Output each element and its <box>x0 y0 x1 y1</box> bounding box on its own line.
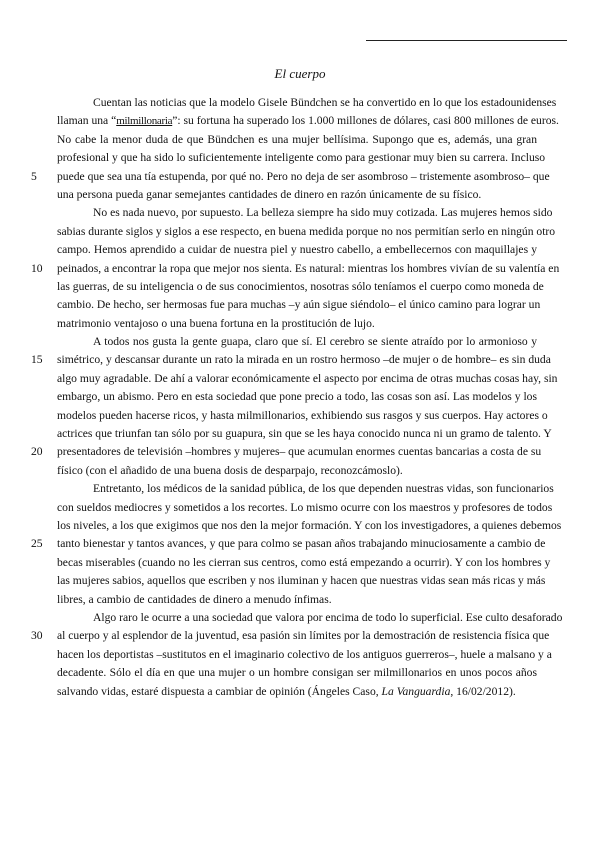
text-line <box>31 351 551 369</box>
text-line <box>57 517 562 535</box>
line-text: modelos pueden hacerse ricos, y hasta milmillonarios, exhibiendo sus rasgos y sus cuerpos. Hay actores o <box>57 408 548 422</box>
text-line <box>57 149 546 167</box>
text-line <box>57 683 537 701</box>
line-text: Entretanto, los médicos de la sanidad pública, de los que dependen nuestras vidas, son funcionarios <box>93 482 554 496</box>
line-number: 5 <box>31 169 37 183</box>
line-number: 30 <box>31 629 43 643</box>
text-segment: ”: su fortuna ha superado los 1.000 millones de dólares, casi 800 millones de euros. <box>172 114 559 128</box>
header-rule <box>366 40 567 41</box>
text-line <box>57 572 546 590</box>
text-segment: llaman una “ <box>57 114 117 128</box>
line-text: las mujeres sabios, aquellos que escriben y nos iluminan y hacen que nuestras vidas sean más ricas y más <box>57 574 546 588</box>
line-text: No cabe la menor duda de que Bündchen es una mujer bellísima. Supongo que es, además, una gran <box>57 132 537 146</box>
highlighted-term: milmillonaria <box>116 115 173 128</box>
line-text: peinados, a encontrar la ropa que mejor nos sienta. Es natural: mientras los hombres vivían de su valentía en <box>57 261 560 275</box>
source-name: La Vanguardia <box>381 684 451 698</box>
text-segment: salvando vidas, estaré dispuesta a cambiar de opinión (Ángeles Caso, <box>57 684 382 698</box>
line-text: profesional y que ha sido lo suficientemente inteligente como para gestionar muy bien su carrera. Incluso <box>57 151 546 165</box>
line-text: campo. Hemos aprendido a cuidar de nuestra piel y nuestro cabello, a embellecernos con maquillajes y <box>57 243 537 257</box>
line-text: presentadores de televisión –hombres y mujeres– que acumulan enormes cuentas bancarias a costa de su <box>57 445 542 459</box>
text-line <box>57 407 548 425</box>
text-line <box>57 425 552 443</box>
text-line <box>57 646 552 664</box>
line-text: sabias durante siglos y siglos a ese respecto, en buena medida porque no nos permitían serlo en ningún otro <box>57 224 556 238</box>
line-text: tanto bienestar y tantos avances, y que para colmo se pasan años trabajando minuciosamente a cambio de <box>57 537 546 551</box>
line-text: A todos nos gusta la gente guapa, claro que sí. El cerebro se siente atraído por lo armonioso y <box>93 335 537 349</box>
text-line <box>31 168 550 186</box>
line-number: 10 <box>31 261 43 275</box>
text-line <box>57 204 553 222</box>
line-text: con sueldos mediocres y sometidos a los recortes. Lo mismo ocurre con los maestros y profesores de todos <box>57 500 553 514</box>
line-text: puede que sea una tía estupenda, por qué no. Pero no deja de ser asombroso – tristemente asombroso– que <box>57 169 550 183</box>
text-line <box>57 462 537 480</box>
text-segment: , 16/02/2012). <box>450 684 516 698</box>
text-line <box>57 94 557 112</box>
text-line <box>31 535 546 553</box>
text-line <box>57 499 553 517</box>
text-line <box>57 223 556 241</box>
text-line <box>57 609 563 627</box>
article-body <box>31 94 563 701</box>
text-line <box>57 186 537 204</box>
text-line <box>31 627 550 645</box>
line-text: cambio. De hecho, ser hermosas fue para muchas –y aún sigue siéndolo– el único camino para lograr un <box>57 298 541 312</box>
text-line <box>57 370 558 388</box>
line-text: libres, a cambio de cantidades de dinero a menudo ínfimas. <box>57 592 332 606</box>
line-text: las guerras, de su inteligencia o de sus conocimientos, nosotras sólo teníamos el cuerpo como moneda de <box>57 279 544 293</box>
text-line <box>57 333 537 351</box>
text-line <box>57 315 537 333</box>
line-text: actrices que triunfan tan sólo por su guapura, sin que se les haya conocido nunca ni un gramo de talento. Y <box>57 427 552 441</box>
text-line <box>57 241 537 259</box>
text-line <box>57 296 541 314</box>
line-text: los niveles, a los que exigimos que nos den la mejor formación. Y con los investigadores, a quienes debemos <box>57 518 562 532</box>
text-line <box>57 131 537 149</box>
line-text: matrimonio ventajoso o una buena fortuna en la prostitución de lujo. <box>57 316 375 330</box>
line-text: algo muy agradable. De ahí a valorar económicamente el aspecto por encima de otras muchas cosas hay, sin <box>57 371 558 385</box>
line-text: al cuerpo y al esplendor de la juventud, esa pasión sin límites por la demostración de resistencia física que <box>57 629 550 643</box>
line-text: Algo raro le ocurre a una sociedad que valora por encima de todo lo superficial. Ese culto desaforado <box>93 610 563 624</box>
line-text: una persona pueda ganar semejantes cantidades de dinero en razón únicamente de su físico. <box>57 187 482 201</box>
line-number: 15 <box>31 353 43 367</box>
line-text: becas miserables (cuando no les cierran sus centros, como está empezando a ocurrir). Y con los hombres y <box>57 555 551 569</box>
text-line <box>57 278 544 296</box>
text-line <box>57 480 554 498</box>
line-text: simétrico, y descansar durante un rato la mirada en un rostro hermoso –de mujer o de hombre– es sin duda <box>57 353 551 367</box>
line-text: decadente. Sólo el día en que una mujer o un hombre consigan ser milmillonarios en unos pocos años <box>57 666 537 680</box>
line-text: físico (con el añadido de una buena dosis de desparpajo, reconozcámoslo). <box>57 463 403 477</box>
text-line <box>31 443 542 461</box>
line-text: Cuentan las noticias que la modelo Gisele Bündchen se ha convertido en lo que los estadounidenses <box>93 96 557 109</box>
text-line <box>31 260 560 278</box>
line-text: No es nada nuevo, por supuesto. La belleza siempre ha sido muy cotizada. Las mujeres hemos sido <box>93 206 553 220</box>
line-text: hacen los deportistas –sustitutos en el imaginario colectivo de los antiguos guerreros–, huele a malsano y a <box>57 647 552 661</box>
text-line <box>57 591 537 609</box>
line-number: 20 <box>31 445 43 459</box>
line-text: embargo, un abismo. Pero en esta sociedad que pone precio a todo, las cosas son así. Las modelos y los <box>57 390 537 404</box>
text-line <box>57 664 537 682</box>
text-line <box>57 112 559 130</box>
text-line <box>57 554 551 572</box>
document-title: El cuerpo <box>274 66 326 81</box>
text-line <box>57 388 537 406</box>
line-number: 25 <box>31 537 43 551</box>
